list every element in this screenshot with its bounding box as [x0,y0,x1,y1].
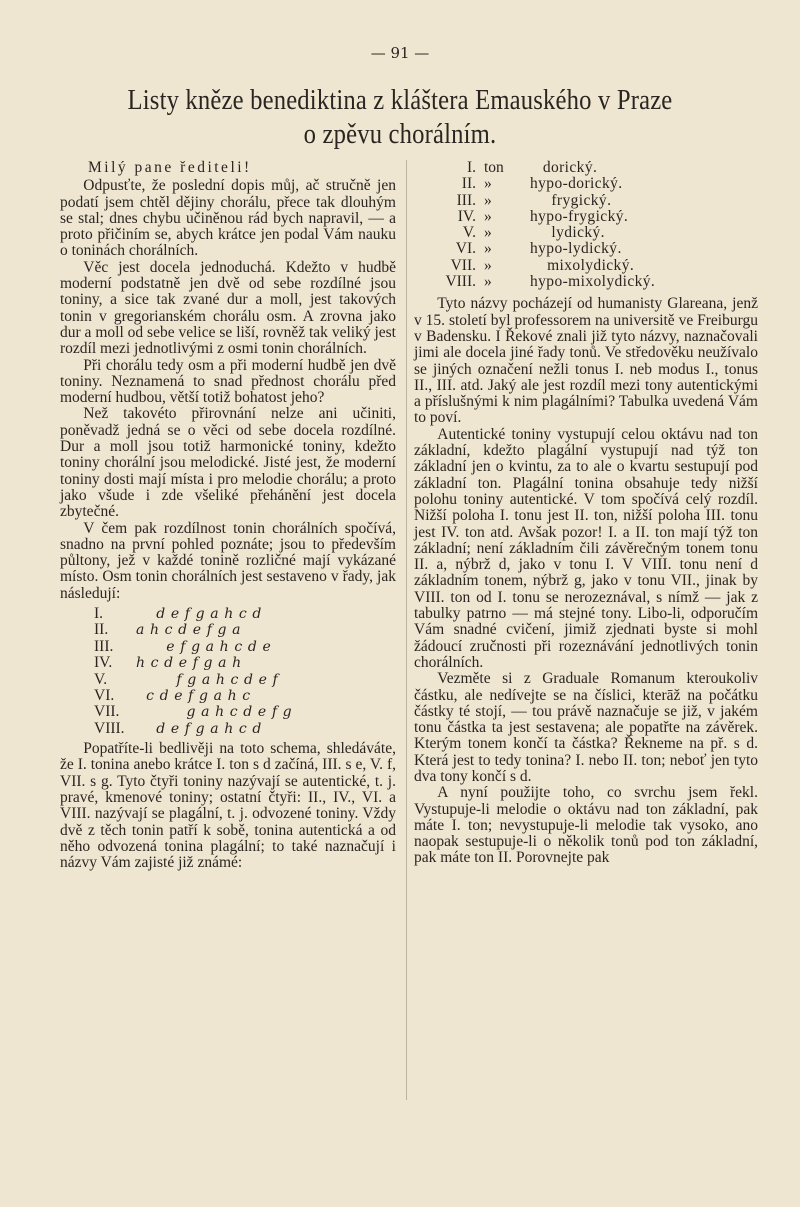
scale-row [94,704,396,720]
scale-number: VI. [94,686,115,704]
tone-name: hypo-dorický. [530,175,623,193]
article-title [83,84,717,152]
scale-notes: e f g a h c d e [136,638,272,655]
tone-word: » [484,175,492,193]
scale-row [94,721,396,737]
tone-number: II. [461,175,476,193]
paragraph: Věc jest docela jednoduchá. Kdežto v hudbě moderní podstatně jen dvě od sebe rozdílné jsou toniny, a sice tak zvané dur a moll, jest takových tonin v gregorianském chorálu osm. A zrovna jako dur a moll od sebe velice se liší, rovněž tak veliký jest rozdíl mezi jednotlivými z osmi tonin chorálních. [60,258,396,358]
tone-names-table [436,160,758,290]
scale-number: VII. [94,703,120,721]
scale-row [94,639,396,655]
tone-row [436,241,758,257]
paragraph: Vezměte si z Graduale Romanum kteroukoliv částku, ale nedívejte se na číslici, kterāž na počátku částky té stojí, — tou právě naznačuje se již, v jakém tonu částka ta jest sestavena; ale popatřte na závěrek. Kterým tonem končí ta částka? Řekneme na př. s d. Která jest to tedy tonina? I. nebo II. ton; neboť jen tyto dva tony končí s d. [414,670,758,785]
paragraph: Odpusťte, že poslední dopis můj, ač stručně jen podatí jsem chtěl dějiny chorálu, přece tak dlouhým se stal; dnes chybu učiněnou rád bych napravil, — a proto přičiním se, abych krátce jen podal Vám nauku o toninách chorálních. [60,177,396,260]
scale-number: I. [94,605,104,623]
tone-row [436,160,758,176]
tone-row [436,274,758,290]
scale-notes: h c d e f g a h [136,655,242,672]
tone-row [436,209,758,225]
tone-number: VII. [450,256,476,274]
scale-notes: a h c d e f g a [136,622,242,639]
tone-name: lydický. [530,224,605,242]
tone-row [436,193,758,209]
paragraph: A nyní použijte toho, co svrchu jsem řekl. Vystupuje-li melodie o oktávu nad ton základní, pak máte I. ton; nevystupuje-li melodie tak vysoko, ano naopak sestupuje-li o několik tonů pod ton základní, pak máte ton II. Porovnejte pak [414,784,758,867]
tone-word: » [484,207,492,225]
tone-word: » [484,191,492,209]
scale-number: V. [94,670,108,688]
paragraph: Autentické toniny vystupují celou oktávu nad ton základní, kdežto plagální vystupují nad týž ton základní jen o kvintu, za to ale o kvartu sestupují pod základní ton. Plagální tonina obsahuje tedy nižší polohu toniny autentické. V tom spočívá celý rozdíl. Nižší poloha I. tonu jest II. ton, nižší poloha III. tonu jest IV. ton atd. Avšak pozor! I. a II. ton mají týž ton základní; není základním čili závěrečným tonem tonu II. a, nýbrž d, jako v tonu I. V VIII. tonu není d základním tonem, nýbrž g, jako v tonu VII., jinak by VIII. ton od I. tonu se nerozeznával, s nímž — jak z tabulky patrno — má stejné tony. Libo-li, odporučím Vám snadné cvičení, jimiž zjednati byste si mohl žádoucí zručnosti při rozeznávání jednotlivých tonin chorálních. [414,425,758,671]
tone-row [436,176,758,192]
tone-row [436,258,758,274]
tone-word: » [484,256,492,274]
scale-row [94,606,396,622]
tone-word: ton [484,159,504,176]
scale-notes: c d e f g a h c [136,687,251,704]
tone-name: mixolydický. [530,256,635,274]
paragraph: Tyto názvy pocházejí od humanisty Glareana, jenž v 15. století byl professorem na universitě ve Freiburgu v Badensku. I Řekové znali již tyto názvy, naznačovali jimi ale docela jiné řady tonů. Ve středověku neužívalo se jiných označení nežli tonus I. neb modus I., tonus II., III. atd. Jaký ale jest rozdíl mezi tony autentickými a příslušnými k nim plagálními? Tabulka uvedená Vám to poví. [414,295,758,427]
tone-name: hypo-mixolydický. [530,273,656,291]
scale-row [94,688,396,704]
tone-name: frygický. [530,191,612,209]
scale-notes: d e f g a h c d [136,720,262,737]
right-column [414,160,758,867]
scale-number: III. [94,637,114,655]
tone-word: » [484,273,492,291]
tone-name: hypo-frygický. [530,207,629,225]
tone-name: dorický. [530,159,598,176]
paragraph: Při chorálu tedy osm a při moderní hudbě jen dvě toniny. Neznamená to snad přednost chorálu před moderní hudbou, větší totiž bohatost jeho? [60,356,396,407]
tone-word: » [484,240,492,258]
tone-number: V. [462,224,476,242]
tone-word: » [484,224,492,242]
greeting: Milý pane řediteli! [88,159,252,176]
scale-number: VIII. [94,719,125,737]
scale-row [94,622,396,638]
tone-number: IV. [457,207,476,225]
scale-row [94,672,396,688]
scale-notes: g a h c d e f g [136,704,293,721]
left-column [60,160,396,872]
tone-number: I. [466,159,476,176]
paragraph: V čem pak rozdílnost tonin chorálních spočívá, snadno na první pohled poznáte; jsou to především půltony, jež v každé tonině rozličné mají vykázané místo. Osm tonin chorálních jest sestaveno v řady, jak následují: [60,519,396,602]
scale-number: IV. [94,654,113,672]
page-number: — 91 — [370,44,430,62]
tone-number: VIII. [445,273,476,291]
tone-number: VI. [455,240,476,258]
scale-table [94,606,396,737]
paragraph: Popatříte-li bedlivěji na toto schema, shledáváte, že I. tonina anebo krátce I. ton s d začíná, III. s e, V. f, VII. s g. Tyto čtyři toniny nazývají se autentické, t. j. pravé, kmenové toniny; ostatní čtyři: II., IV., VI. a VIII. nazývají se plagální, t. j. odvozené toniny. Vždy dvě z těch tonin patří k sobě, tonina autentická a od něho odvozená tonina plagální; to také naznačují i názvy Vám zajisté již známé: [60,740,396,872]
title-line-2: o zpěvu chorálním. [303,119,497,150]
scale-row [94,655,396,671]
tone-number: III. [456,191,476,209]
title-line-1: Listy kněze benediktina z kláštera Emauského v Praze [127,85,673,116]
scale-notes: f g a h c d e f [136,671,279,688]
tone-name: hypo-lydický. [530,240,622,258]
scale-notes: d e f g a h c d [136,606,262,623]
tone-row [436,225,758,241]
paragraph: Než takovéto přirovnání nelze ani učiniti, poněvadž jedná se o věci od sebe docela rozdílné. Dur a moll jsou totiž harmonické toniny, kdežto toniny chorální jsou melodické. Jisté jest, že moderní toniny dosti mají místa i pro melodie chorálu; a proto jako všude i zde všeliké přehánění jest docela zbytečné. [60,405,396,521]
scale-number: II. [94,621,109,639]
column-divider [406,160,407,1100]
